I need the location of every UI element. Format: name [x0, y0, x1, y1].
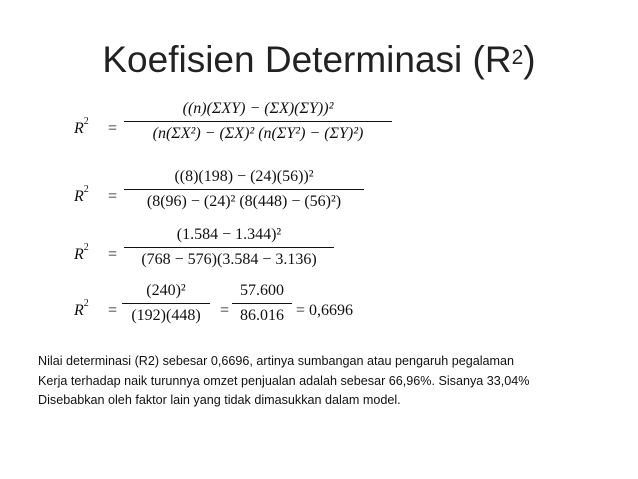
equation-lhs: $R^2$ — [74, 116, 89, 137]
equals-sign: = — [108, 302, 118, 319]
numerator: ((8)(198) − (24)(56))² — [174, 168, 314, 185]
numerator: ((n)(ΣXY) − (ΣX)(ΣY))² — [182, 100, 334, 117]
equals-sign: = — [220, 302, 230, 319]
denominator: (192)(448) — [131, 307, 201, 324]
paragraph-line: Nilai determinasi (R2) sebesar 0,6696, artinya sumbangan atau pengaruh pegalaman — [38, 354, 515, 368]
fraction — [232, 282, 292, 325]
result-value: = 0,6696 — [296, 302, 354, 319]
denominator: 86.016 — [240, 307, 284, 324]
numerator: (240)² — [146, 282, 186, 299]
fraction — [122, 282, 210, 325]
equation-lhs: $R^2$ — [74, 298, 89, 319]
numerator: 57.600 — [240, 282, 284, 299]
denominator: (768 − 576)(3.584 − 3.136) — [141, 251, 317, 268]
denominator: (n(ΣX²) − (ΣX)² (n(ΣY²) − (ΣY)²) — [152, 125, 364, 142]
numerator: (1.584 − 1.344)² — [176, 226, 282, 243]
equals-sign: = — [108, 120, 118, 137]
fraction — [124, 100, 392, 143]
paragraph-line: Kerja terhadap naik turunnya omzet penjualan adalah sebesar 66,96%. Sisanya 33,04% — [38, 373, 530, 388]
slide-title: Koefisien Determinasi $(R^2)$ — [102, 39, 536, 80]
denominator: (8(96) − (24)² (8(448) − (56)²) — [146, 193, 342, 210]
equals-sign: = — [108, 246, 118, 263]
equation-result — [74, 282, 394, 342]
equation-substitution — [74, 168, 374, 228]
fraction — [124, 226, 334, 269]
equals-sign: = — [108, 188, 118, 205]
explanation-paragraph — [38, 352, 628, 411]
paragraph-line: Disebabkan oleh faktor lain yang tidak dimasukkan dalam model. — [38, 393, 401, 407]
equation-general-formula — [74, 100, 394, 160]
fraction — [124, 168, 364, 211]
equation-lhs: $R^2$ — [74, 242, 89, 263]
equation-lhs: $R^2$ — [74, 184, 89, 205]
equation-simplified — [74, 226, 354, 286]
title-superscript: 2 — [511, 46, 524, 69]
